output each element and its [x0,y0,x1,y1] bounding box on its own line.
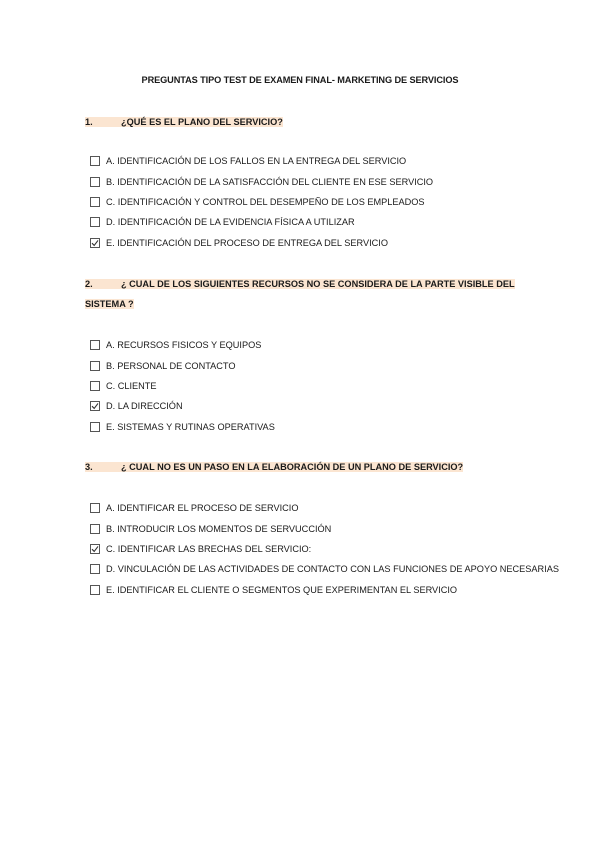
checkbox[interactable] [90,217,100,227]
checkbox[interactable] [90,524,100,534]
option-1b[interactable] [90,171,433,191]
question-2-highlight [85,279,515,289]
option-3e[interactable] [90,580,559,600]
option-3b[interactable] [90,518,559,538]
option-label: A. IDENTIFICAR EL PROCESO DE SERVICIO [106,503,299,514]
option-label: C. CLIENTE [106,380,157,391]
option-2e[interactable] [90,417,275,437]
check-mark-icon [91,402,99,410]
question-2-text-line1: ¿ CUAL DE LOS SIGUIENTES RECURSOS NO SE CONSIDERA DE LA PARTE VISIBLE DEL [121,279,515,289]
option-label: A. RECURSOS FISICOS Y EQUIPOS [106,340,262,351]
question-1-number: 1. [85,117,93,127]
option-2d[interactable] [90,396,275,416]
option-2b[interactable] [90,355,275,375]
option-label: C. IDENTIFICACIÓN Y CONTROL DEL DESEMPEÑO DE LOS EMPLEADOS [106,196,425,207]
option-3d[interactable] [90,559,559,579]
option-1e[interactable] [90,233,433,253]
option-1a[interactable] [90,151,433,171]
option-2a[interactable] [90,335,275,355]
option-1c[interactable] [90,192,433,212]
checkbox[interactable] [90,564,100,574]
question-3 [85,457,542,477]
question-1-highlight [85,117,283,127]
option-label: E. IDENTIFICACIÓN DEL PROCESO DE ENTREGA DEL SERVICIO [106,237,388,248]
checkbox[interactable] [90,503,100,513]
checkbox[interactable] [90,361,100,371]
document-title: PREGUNTAS TIPO TEST DE EXAMEN FINAL- MARKETING DE SERVICIOS [141,75,459,85]
checkbox[interactable] [90,177,100,187]
question-1-options [90,151,433,253]
question-2-options [90,335,275,437]
option-label: C. IDENTIFICAR LAS BRECHAS DEL SERVICIO: [106,543,312,554]
option-label: B. IDENTIFICACIÓN DE LA SATISFACCIÓN DEL CLIENTE EN ESE SERVICIO [106,176,434,187]
question-1-text: ¿QUÉ ES EL PLANO DEL SERVICIO? [121,117,283,127]
question-1 [85,112,542,132]
option-3a[interactable] [90,498,559,518]
option-3c[interactable] [90,539,559,559]
option-label: E. IDENTIFICAR EL CLIENTE O SEGMENTOS QUE EXPERIMENTAN EL SERVICIO [106,584,458,595]
checkbox[interactable] [90,197,100,207]
option-2c[interactable] [90,376,275,396]
question-3-highlight [85,462,463,472]
question-2-number: 2. [85,279,93,289]
checkbox[interactable] [90,381,100,391]
option-label: A. IDENTIFICACIÓN DE LOS FALLOS EN LA ENTREGA DEL SERVICIO [106,156,407,167]
checkbox-checked[interactable] [90,544,100,554]
option-1d[interactable] [90,212,433,232]
question-3-number: 3. [85,462,93,472]
checkbox[interactable] [90,156,100,166]
check-mark-icon [91,545,99,553]
option-label: B. PERSONAL DE CONTACTO [106,360,236,371]
checkbox[interactable] [90,422,100,432]
option-label: D. VINCULACIÓN DE LAS ACTIVIDADES DE CONTACTO CON LAS FUNCIONES DE APOYO NECESARIAS [106,564,560,575]
option-label: B. INTRODUCIR LOS MOMENTOS DE SERVUCCIÓN [106,523,332,534]
question-2-text-line2: SISTEMA ? [85,299,134,309]
checkbox[interactable] [90,585,100,595]
question-3-text: ¿ CUAL NO ES UN PASO EN LA ELABORACIÓN DE UN PLANO DE SERVICIO? [121,462,464,472]
checkbox[interactable] [90,340,100,350]
checkbox-checked[interactable] [90,238,100,248]
checkbox-checked[interactable] [90,401,100,411]
question-2 [85,274,542,314]
question-3-options [90,498,559,600]
check-mark-icon [91,239,99,247]
option-label: E. SISTEMAS Y RUTINAS OPERATIVAS [106,421,275,432]
option-label: D. IDENTIFICACIÓN DE LA EVIDENCIA FÍSICA A UTILIZAR [106,217,355,228]
option-label: D. LA DIRECCIÓN [106,401,183,412]
